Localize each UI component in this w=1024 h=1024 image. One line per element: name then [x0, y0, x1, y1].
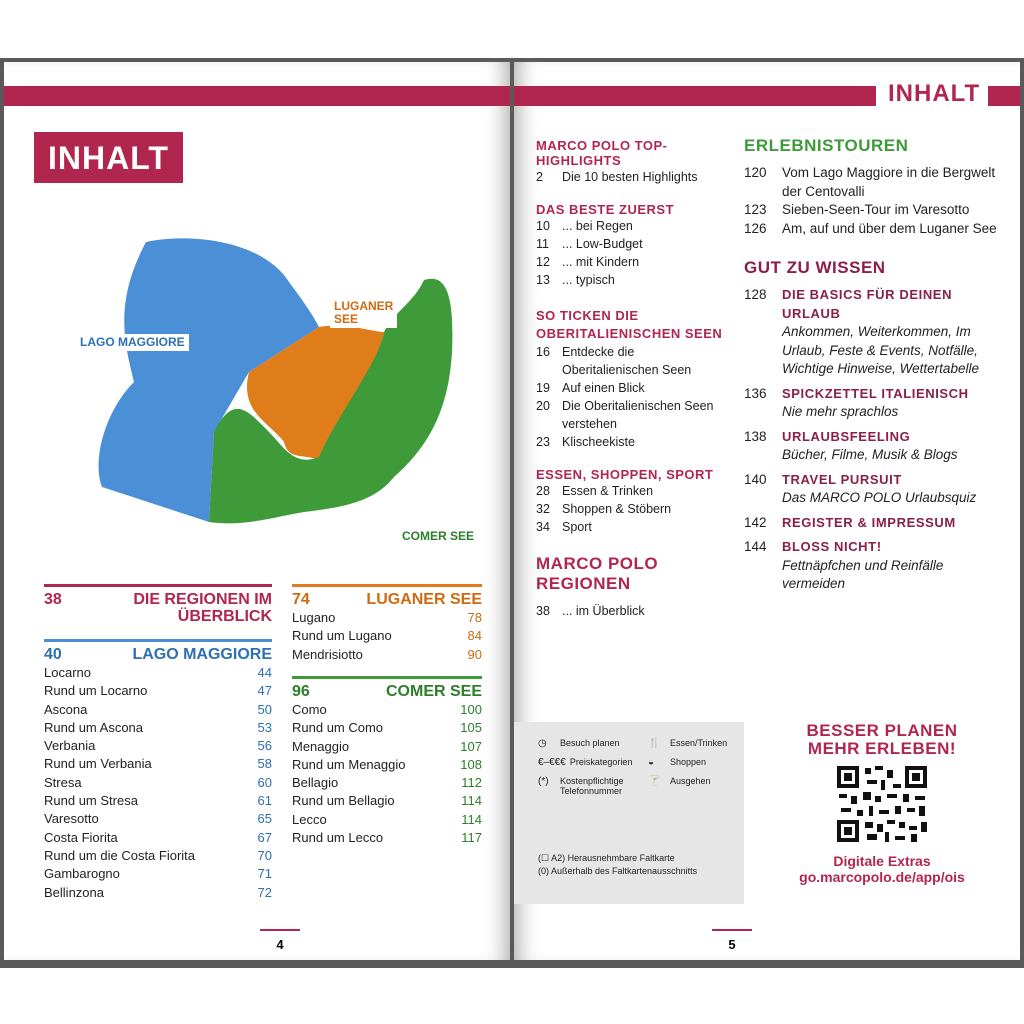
- right-page: [514, 62, 1020, 960]
- list-item-page: 61: [257, 793, 272, 809]
- list-item-name: Como: [292, 702, 327, 717]
- symbol-legend: [514, 722, 744, 904]
- list-item: [536, 253, 726, 271]
- list-item-name: Ascona: [44, 701, 88, 717]
- promo-line-2: MEHR ERLEBEN!: [807, 739, 957, 758]
- page-number-left: [260, 929, 300, 952]
- list-item-page: 47: [257, 683, 272, 699]
- list-item-page: 67: [257, 829, 272, 845]
- page-number-right: [712, 929, 752, 952]
- list-item-body: [782, 514, 956, 533]
- promo-extras: Digitale Extras: [833, 853, 931, 869]
- list-item-page: 90: [467, 646, 482, 662]
- list-item-name: Rund um Lugano: [292, 628, 392, 644]
- list-item: [536, 500, 726, 518]
- list-item-page: 13: [536, 273, 550, 287]
- list-item: [44, 737, 272, 755]
- list-item-subtitle: DIE BASICS FÜR DEINEN URLAUB: [782, 287, 953, 321]
- list-item: [744, 538, 1004, 594]
- list-item-title: Die 10 besten Highlights: [562, 170, 698, 184]
- list-item-title: ... typisch: [562, 273, 615, 287]
- section-erlebnistouren: ERLEBNISTOUREN: [744, 136, 909, 155]
- list-item-title: ... bei Regen: [562, 219, 633, 233]
- list-item-name: Rund um Lecco: [292, 830, 384, 846]
- basket-icon: ◒: [648, 757, 655, 768]
- legend-item: [648, 776, 738, 796]
- list-item-page: 60: [257, 774, 272, 790]
- toc-luganer-see: [292, 584, 482, 664]
- list-item-title: ... im Überblick: [562, 604, 645, 618]
- list-item-name: Bellagio: [292, 775, 339, 791]
- comer-title: COMER SEE: [385, 683, 482, 700]
- list-item-page: 71: [257, 866, 272, 882]
- list-item: [536, 168, 726, 186]
- list-item: [744, 471, 1004, 508]
- gut-zu-wissen-list: [744, 286, 1004, 594]
- list-item: [536, 379, 726, 397]
- list-item-title: Vom Lago Maggiore in die Bergwelt der Centovalli: [782, 165, 996, 199]
- legend-label: Ausgehen: [670, 776, 711, 786]
- list-item-subtitle: URLAUBSFEELING: [782, 428, 911, 444]
- list-item-page: 107: [460, 738, 482, 754]
- list-item-desc: Fettnäpfchen und Reinfälle vermeiden: [782, 557, 944, 591]
- overview-num: 38: [44, 591, 62, 608]
- list-item: [292, 829, 482, 847]
- list-item-desc: Bücher, Filme, Musik & Blogs: [782, 447, 958, 462]
- list-item: [744, 220, 1004, 239]
- list-item-page: 136: [744, 385, 767, 401]
- legend-item: [648, 738, 738, 749]
- lugano-title: LUGANER SEE: [366, 591, 482, 608]
- section-gut-zu-wissen: GUT ZU WISSEN: [744, 258, 886, 277]
- list-item-subtitle: BLOSS NICHT!: [782, 539, 882, 554]
- list-item-name: Verbania: [44, 738, 96, 754]
- list-item-page: 58: [257, 756, 272, 772]
- list-item: [44, 682, 272, 700]
- promo-box: [766, 722, 998, 885]
- list-item-page: 114: [461, 811, 482, 827]
- list-item-page: 120: [744, 165, 767, 180]
- legend-item: [538, 738, 648, 749]
- list-item: [44, 810, 272, 828]
- list-item-body: [782, 428, 958, 465]
- list-item-name: Costa Fiorita: [44, 829, 118, 845]
- list-item-page: 10: [536, 219, 550, 233]
- section-top-highlights: MARCO POLO TOP-HIGHLIGHTS: [536, 138, 668, 168]
- section-essen: ESSEN, SHOPPEN, SPORT: [536, 467, 714, 482]
- beste-zuerst-list: [536, 217, 726, 289]
- list-item-page: 28: [536, 484, 550, 498]
- list-item-page: 16: [536, 345, 550, 359]
- top-bar: [514, 86, 876, 106]
- list-item-page: 50: [257, 701, 272, 717]
- list-item: [292, 609, 482, 627]
- regionen-list: [536, 602, 726, 620]
- list-item: [744, 201, 1004, 220]
- list-item-page: 11: [536, 237, 549, 251]
- list-item-page: 2: [536, 170, 543, 184]
- toc-lago-maggiore: [44, 639, 272, 902]
- map-label-lago: LAGO MAGGIORE: [76, 334, 189, 351]
- list-item-page: 38: [536, 604, 550, 618]
- list-item: [44, 774, 272, 792]
- list-item: [44, 719, 272, 737]
- fork-knife-icon: 🍴: [648, 738, 661, 749]
- list-item-title: Entdecke die Oberitalienischen Seen: [562, 345, 692, 377]
- list-item-page: 128: [744, 287, 767, 302]
- list-item-body: [782, 286, 1004, 379]
- page-number-text: 4: [276, 937, 284, 952]
- list-item-name: Rund um Menaggio: [292, 756, 406, 772]
- list-item-page: 70: [257, 847, 272, 863]
- legend-item: [648, 757, 738, 768]
- list-item-desc: Nie mehr sprachlos: [782, 404, 899, 419]
- top-bar: [4, 86, 510, 106]
- list-item-title: Auf einen Blick: [562, 381, 645, 395]
- list-item-subtitle: SPICKZETTEL ITALIENISCH: [782, 385, 969, 401]
- legend-item: [538, 776, 648, 796]
- page-title: INHALT: [34, 132, 183, 183]
- list-item-name: Lecco: [292, 811, 327, 827]
- list-item: [744, 385, 1004, 422]
- list-item: [44, 664, 272, 682]
- list-item-body: [782, 471, 976, 508]
- list-item-title: Am, auf und über dem Luganer See: [782, 220, 997, 236]
- top-bar-end: [988, 86, 1020, 106]
- list-item-body: [782, 538, 1004, 594]
- list-item: [292, 756, 482, 774]
- list-item-name: Gambarogno: [44, 866, 120, 882]
- promo-line-1: BESSER PLANEN: [806, 721, 958, 740]
- list-item-title: ... Low-Budget: [562, 237, 643, 251]
- toc-comer-see: [292, 676, 482, 847]
- list-item-title: Klischeekiste: [562, 435, 635, 449]
- left-page: [4, 62, 510, 960]
- toc-col2: [744, 136, 1004, 600]
- list-item-title: Sport: [562, 520, 592, 534]
- list-item: [44, 847, 272, 865]
- list-item-name: Rund um Stresa: [44, 793, 138, 809]
- legend-symbol: €–€€€: [538, 757, 566, 768]
- list-item: [536, 518, 726, 536]
- list-item: [292, 627, 482, 645]
- list-item-subtitle: REGISTER & IMPRESSUM: [782, 514, 956, 530]
- region-map: [74, 232, 474, 532]
- list-item: [292, 701, 482, 719]
- list-item-page: 114: [461, 793, 482, 809]
- legend-label: Kostenpflichtige Telefonnummer: [560, 776, 624, 796]
- list-item-name: Varesotto: [44, 811, 99, 827]
- legend-grid: [538, 738, 738, 796]
- list-item-page: 142: [744, 514, 767, 530]
- list-item-name: Menaggio: [292, 738, 350, 754]
- list-item: [536, 343, 726, 379]
- lugano-list: [292, 609, 482, 664]
- legend-label: Shoppen: [670, 757, 707, 767]
- list-item-page: 144: [744, 539, 767, 554]
- list-item-name: Mendrisiotto: [292, 646, 363, 662]
- list-item: [292, 738, 482, 756]
- list-item-page: 20: [536, 399, 550, 413]
- list-item-page: 72: [257, 884, 272, 900]
- toc-regions-overview: [44, 584, 272, 625]
- list-item: [292, 811, 482, 829]
- clock-icon: ◷: [538, 738, 547, 749]
- list-item-name: Lugano: [292, 610, 336, 625]
- list-item: [536, 433, 726, 451]
- map-label-comer: COMER SEE: [398, 528, 478, 545]
- legend-label: Besuch planen: [560, 738, 620, 748]
- list-item: [536, 235, 726, 253]
- list-item: [744, 428, 1004, 465]
- list-item-page: 108: [460, 756, 482, 772]
- list-item-title: Sieben-Seen-Tour im Varesotto: [782, 202, 970, 217]
- map-label-lugano: LUGANER SEE: [330, 298, 397, 328]
- promo-url[interactable]: go.marcopolo.de/app/ois: [799, 869, 965, 885]
- list-item-name: Rund um Verbania: [44, 756, 152, 772]
- list-item-name: Bellinzona: [44, 884, 104, 900]
- essen-list: [536, 482, 726, 536]
- page-number-text: 5: [728, 937, 736, 952]
- list-item-title: ... mit Kindern: [562, 255, 640, 269]
- top-highlights-list: [536, 168, 726, 186]
- list-item-page: 112: [461, 775, 482, 791]
- list-item-name: Locarno: [44, 665, 91, 680]
- list-item: [744, 164, 1004, 201]
- list-item-page: 105: [460, 720, 482, 736]
- list-item-page: 126: [744, 220, 767, 236]
- list-item: [536, 397, 726, 433]
- list-item: [44, 755, 272, 773]
- overview-title: DIE REGIONEN IM ÜBERBLICK: [133, 591, 272, 625]
- comer-num: 96: [292, 683, 310, 700]
- list-item-name: Rund um Bellagio: [292, 793, 395, 809]
- list-item-page: 140: [744, 471, 767, 487]
- list-item: [292, 646, 482, 664]
- list-item-name: Rund um Ascona: [44, 719, 144, 735]
- list-item: [292, 792, 482, 810]
- list-item: [536, 217, 726, 235]
- list-item-page: 65: [257, 811, 272, 827]
- section-beste-zuerst: DAS BESTE ZUERST: [536, 202, 675, 217]
- list-item-desc: Ankommen, Weiterkommen, Im Urlaub, Feste & Events, Notfälle, Wichtige Hinweise, Wettertabelle: [782, 324, 979, 376]
- list-item: [744, 286, 1004, 379]
- list-item-page: 84: [467, 628, 482, 644]
- comer-list: [292, 701, 482, 847]
- list-item-page: 78: [467, 610, 482, 625]
- legend-map-note-2: (0) Außerhalb des Faltkartenausschnitts: [538, 866, 698, 876]
- lago-list: [44, 664, 272, 902]
- list-item-page: 12: [536, 255, 550, 269]
- list-item-page: 117: [461, 830, 482, 846]
- list-item-page: 32: [536, 502, 550, 516]
- erlebnistouren-list: [744, 164, 1004, 238]
- list-item-page: 53: [257, 719, 272, 735]
- list-item-subtitle: TRAVEL PURSUIT: [782, 471, 902, 487]
- list-item-page: 23: [536, 435, 550, 449]
- legend-notes: [538, 852, 697, 878]
- list-item: [44, 884, 272, 902]
- legend-label: Essen/Trinken: [670, 738, 728, 748]
- list-item: [744, 514, 1004, 533]
- list-item: [44, 829, 272, 847]
- toc-col1: [536, 138, 726, 620]
- legend-map-note-1: (☐ A2) Herausnehmbare Faltkarte: [538, 853, 675, 863]
- list-item: [292, 774, 482, 792]
- list-item-name: Rund um Como: [292, 720, 384, 736]
- legend-symbol: (*): [538, 776, 549, 787]
- list-item: [44, 792, 272, 810]
- list-item-name: Rund um die Costa Fiorita: [44, 847, 196, 863]
- list-item-body: [782, 385, 969, 422]
- list-item: [292, 719, 482, 737]
- list-item-name: Stresa: [44, 774, 82, 790]
- list-item: [44, 701, 272, 719]
- list-item-page: 34: [536, 520, 550, 534]
- legend-item: [538, 757, 648, 768]
- list-item: [44, 865, 272, 883]
- section-so-ticken: SO TICKEN DIE OBERITALIENISCHEN SEEN: [536, 308, 723, 341]
- list-item-title: Shoppen & Stöbern: [562, 502, 672, 516]
- legend-label: Preiskategorien: [569, 757, 633, 767]
- list-item-desc: Das MARCO POLO Urlaubsquiz: [782, 490, 977, 505]
- lago-title: LAGO MAGGIORE: [132, 646, 272, 663]
- list-item: [536, 602, 726, 620]
- lugano-num: 74: [292, 591, 310, 608]
- list-item-title: Die Oberitalienischen Seen verstehen: [562, 399, 714, 431]
- list-item: [536, 271, 726, 289]
- list-item-page: 123: [744, 202, 767, 217]
- qr-code-icon[interactable]: [837, 766, 927, 842]
- list-item-page: 138: [744, 428, 767, 444]
- list-item-page: 19: [536, 381, 550, 395]
- list-item-page: 56: [257, 738, 272, 754]
- section-regionen: MARCO POLO REGIONEN: [536, 554, 659, 593]
- list-item-page: 44: [257, 665, 272, 680]
- list-item-page: 100: [460, 702, 482, 717]
- header-title: INHALT: [888, 80, 981, 107]
- so-ticken-list: [536, 343, 726, 451]
- lago-num: 40: [44, 646, 62, 663]
- list-item: [536, 482, 726, 500]
- list-item-name: Rund um Locarno: [44, 683, 148, 699]
- glass-icon: 🍸: [648, 776, 661, 787]
- list-item-title: Essen & Trinken: [562, 484, 654, 498]
